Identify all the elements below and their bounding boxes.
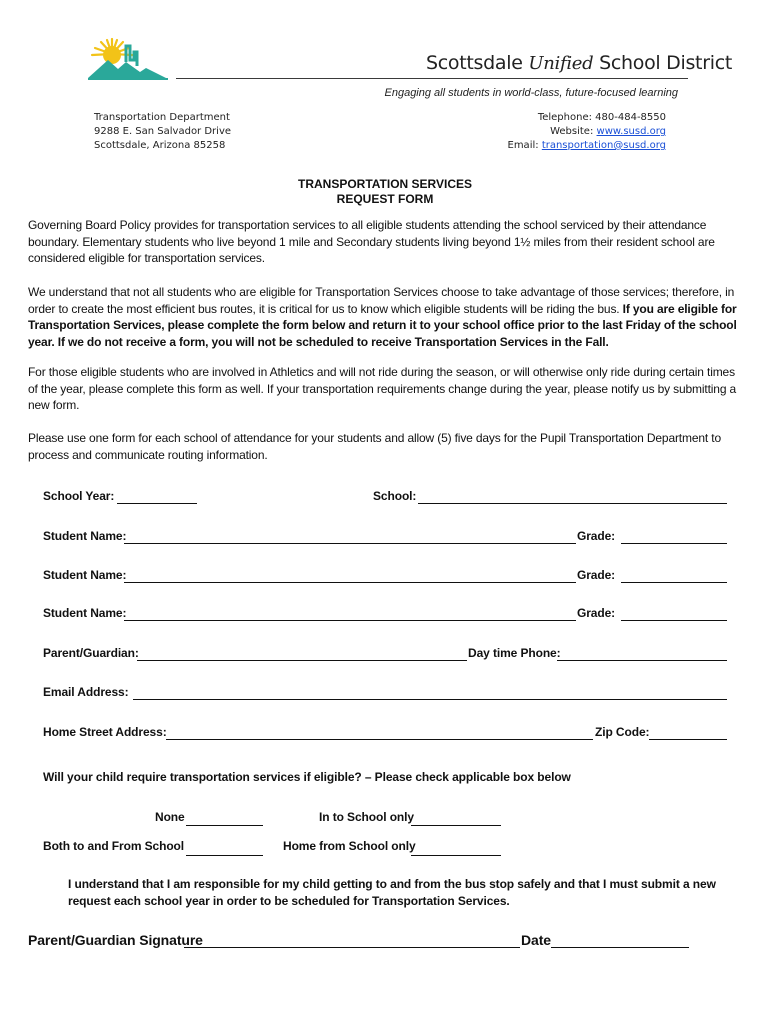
district-name-suffix: School District xyxy=(599,52,732,74)
sun-mountain-logo-icon xyxy=(86,36,176,84)
tagline: Engaging all students in world-class, future-focused learning xyxy=(384,87,678,99)
school-year-field[interactable] xyxy=(117,503,197,504)
student-name-field-1[interactable] xyxy=(124,543,576,544)
eligibility-bold-text: If you are eligible for Transportation Services, please complete the form below and return it to your school office prior to the last Friday of the school year. If we do not receive a form, you will not be scheduled to receive Transportation Services in the Fall. xyxy=(28,301,737,349)
department-address xyxy=(94,111,231,153)
option-home-from-school-label: Home from School only xyxy=(283,839,416,853)
grade-field-1[interactable] xyxy=(621,543,727,544)
zip-code-label: Zip Code: xyxy=(595,725,650,739)
website-link[interactable]: www.susd.org xyxy=(596,126,666,137)
telephone-line xyxy=(508,111,667,125)
email-line xyxy=(508,139,667,153)
website-line xyxy=(508,125,667,139)
option-in-to-school-label: In to School only xyxy=(319,810,414,824)
district-name xyxy=(426,52,732,74)
daytime-phone-label: Day time Phone: xyxy=(468,646,561,660)
city-state-zip: Scottsdale, Arizona 85258 xyxy=(94,140,226,151)
district-logo xyxy=(86,36,176,84)
student-name-field-2[interactable] xyxy=(124,582,576,583)
date-label: Date xyxy=(521,932,551,948)
option-both-label: Both to and From School xyxy=(43,839,185,853)
telephone-number: 480-484-8550 xyxy=(595,112,666,123)
school-field[interactable] xyxy=(418,503,727,504)
signature-field[interactable] xyxy=(184,947,520,948)
website-label: Website: xyxy=(550,126,594,137)
signature-label: Parent/Guardian Signature xyxy=(28,932,203,948)
policy-paragraph: Governing Board Policy provides for transportation services to all eligible students attending the school serviced by their attendance boundary. Elementary students who live beyond 1 mile and Secondary students living beyond 1½ miles from their resident school are considered eligible for transportation services. xyxy=(28,218,715,265)
telephone-label: Telephone: xyxy=(537,112,592,123)
eligibility-text: We understand that not all students who are eligible for Transportation Services choose to take advantage of those services; therefore, in order to create the most efficient bus routes, it is critical for us to know which eligible students will be riding the bus. xyxy=(28,285,735,316)
student-name-label-1: Student Name: xyxy=(43,529,127,543)
form-title-line1: TRANSPORTATION SERVICES xyxy=(297,177,473,191)
option-in-to-school-checkbox[interactable] xyxy=(411,825,501,826)
grade-field-3[interactable] xyxy=(621,620,727,621)
street-address: 9288 E. San Salvador Drive xyxy=(94,126,232,137)
option-both-checkbox[interactable] xyxy=(186,855,263,856)
header-rule xyxy=(176,78,688,79)
parent-guardian-label: Parent/Guardian: xyxy=(43,646,139,660)
student-name-label-3: Student Name: xyxy=(43,606,127,620)
athletics-paragraph: For those eligible students who are involved in Athletics and will not ride during the season, or will otherwise only ride during certain times of the year, please complete this form as well. If your transportation requirements change during the year, please notify us by submitting a new form. xyxy=(28,365,737,412)
email-address-field[interactable] xyxy=(133,699,727,700)
form-title-line2: REQUEST FORM xyxy=(336,192,434,206)
email-link[interactable]: transportation@susd.org xyxy=(541,140,666,151)
home-address-label: Home Street Address: xyxy=(43,725,167,739)
option-none-checkbox[interactable] xyxy=(186,825,263,826)
school-year-label: School Year: xyxy=(43,489,115,503)
eligibility-paragraph xyxy=(28,284,740,350)
zip-code-field[interactable] xyxy=(649,739,727,740)
date-field[interactable] xyxy=(551,947,689,948)
email-label: Email: xyxy=(507,140,539,151)
contact-info xyxy=(508,111,667,153)
email-address-label: Email Address: xyxy=(43,685,129,699)
grade-label-2: Grade: xyxy=(577,568,616,582)
parent-guardian-field[interactable] xyxy=(137,660,467,661)
district-name-prefix: Scottsdale xyxy=(426,52,523,74)
acknowledgment-statement: I understand that I am responsible for my child getting to and from the bus stop safely and that I must submit a new request each school year in order to be scheduled for Transportation Services. xyxy=(68,877,716,908)
option-none-label: None xyxy=(155,810,185,824)
grade-label-3: Grade: xyxy=(577,606,616,620)
home-address-field[interactable] xyxy=(166,739,593,740)
option-home-from-school-checkbox[interactable] xyxy=(411,855,501,856)
form-title xyxy=(0,177,770,207)
transport-question: Will your child require transportation services if eligible? – Please check applicable box below xyxy=(43,770,571,784)
grade-label-1: Grade: xyxy=(577,529,616,543)
student-name-field-3[interactable] xyxy=(124,620,576,621)
student-name-label-2: Student Name: xyxy=(43,568,127,582)
school-label: School: xyxy=(373,489,417,503)
district-name-unified: Unified xyxy=(528,53,594,74)
department-name: Transportation Department xyxy=(94,112,230,123)
daytime-phone-field[interactable] xyxy=(557,660,727,661)
grade-field-2[interactable] xyxy=(621,582,727,583)
one-form-paragraph: Please use one form for each school of attendance for your students and allow (5) five days for the Pupil Transportation Department to process and communicate routing information. xyxy=(28,431,721,462)
